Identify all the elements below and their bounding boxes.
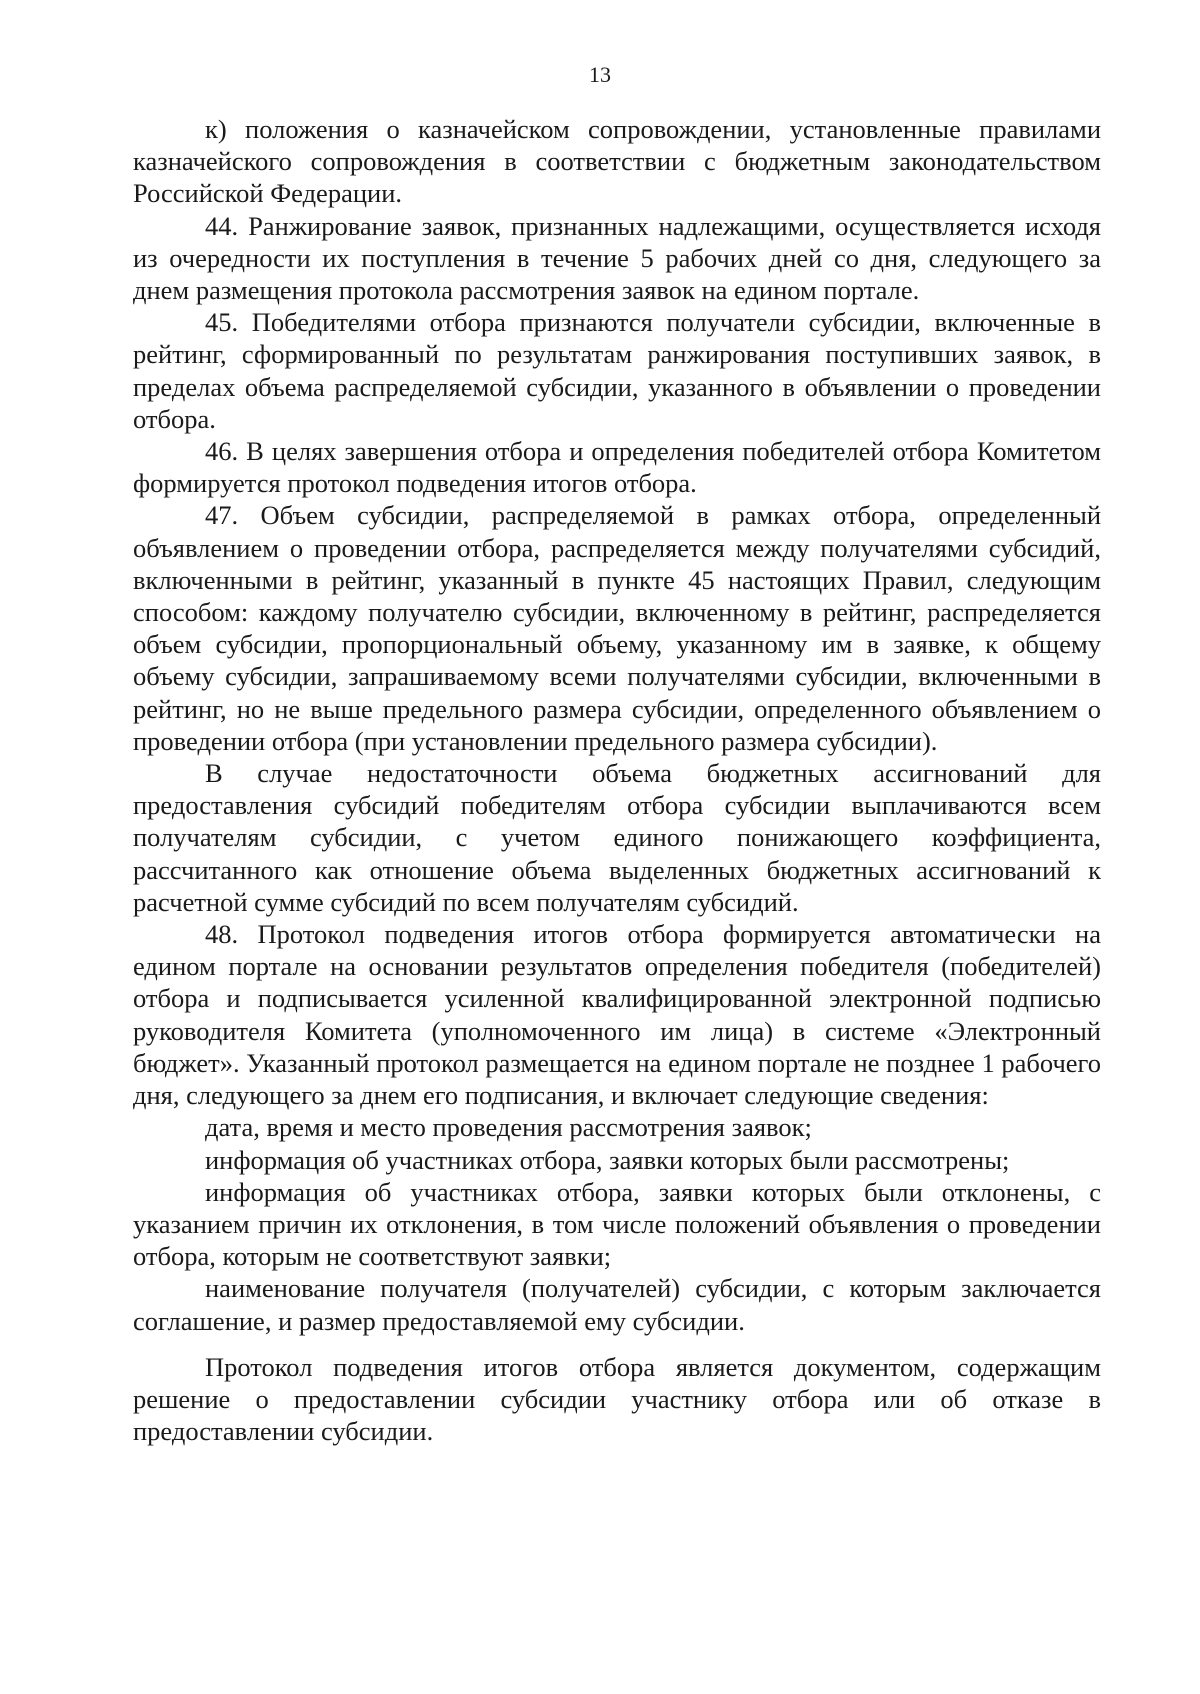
paragraph-47-distribution: 47. Объем субсидии, распределяемой в рамках отбора, определенный объявлением о проведении отбора, распределяется между получателями субсидий, включенными в рейтинг, указанный в пункте 45 настоящих Правил, следующим способом: каждому получателю субсидии, включенному в рейтинг, распределяется объем субсидии, пропорциональный объему, указанному им в заявке, к общему объему субсидии, запрашиваемому всеми получателями субсидии, включенными в рейтинг, но не выше предельного размера субсидии, определенного объявлением о проведении отбора (при установлении предельного размера субсидии). — [133, 500, 1101, 756]
paragraph-insufficient-funds: В случае недостаточности объема бюджетных ассигнований для предоставления субсидий победителям отбора субсидии выплачиваются всем получателям субсидии, с учетом единого понижающего коэффициента, рассчитанного как отношение объема выделенных бюджетных ассигнований к расчетной сумме субсидий по всем получателям субсидий. — [133, 758, 1101, 917]
list-item-date-time-place: дата, время и место проведения рассмотрения заявок; — [205, 1112, 812, 1143]
document-body — [133, 113, 1101, 1447]
page-number: 13 — [589, 62, 611, 87]
paragraph-44-ranking: 44. Ранжирование заявок, признанных надлежащими, осуществляется исходя из очередности их поступления в течение 5 рабочих дней со дня, следующего за днем размещения протокола рассмотрения заявок на едином портале. — [133, 210, 1101, 306]
paragraph-k-treasury-support: к) положения о казначейском сопровождении, установленные правилами казначейского сопровождения в соответствии с бюджетным законодательством Российской Федерации. — [133, 114, 1101, 209]
paragraph-46-protocol: 46. В целях завершения отбора и определения победителей отбора Комитетом формируется протокол подведения итогов отбора. — [133, 436, 1101, 499]
list-item-considered-participants: информация об участниках отбора, заявки которых были рассмотрены; — [205, 1144, 1010, 1175]
paragraph-48-protocol-formation: 48. Протокол подведения итогов отбора формируется автоматически на едином портале на основании результатов определения победителя (победителей) отбора и подписывается усиленной квалифицированной электронной подписью руководителя Комитета (уполномоченного им лица) в системе «Электронный бюджет». Указанный протокол размещается на едином портале не позднее 1 рабочего дня, следующего за днем его подписания, и включает следующие сведения: — [133, 919, 1101, 1111]
list-item-rejected-participants: информация об участниках отбора, заявки которых были отклонены, с указанием причин их отклонения, в том числе положений объявления о проведении отбора, которым не соответствуют заявки; — [133, 1176, 1101, 1272]
paragraph-protocol-decision: Протокол подведения итогов отбора является документом, содержащим решение о предоставлении субсидии участнику отбора или об отказе в предоставлении субсидии. — [133, 1351, 1101, 1447]
list-item-recipient-name: наименование получателя (получателей) субсидии, с которым заключается соглашение, и размер предоставляемой ему субсидии. — [133, 1273, 1101, 1336]
paragraph-45-winners: 45. Победителями отбора признаются получатели субсидии, включенные в рейтинг, сформированный по результатам ранжирования поступивших заявок, в пределах объема распределяемой субсидии, указанного в объявлении о проведении отбора. — [133, 307, 1101, 434]
